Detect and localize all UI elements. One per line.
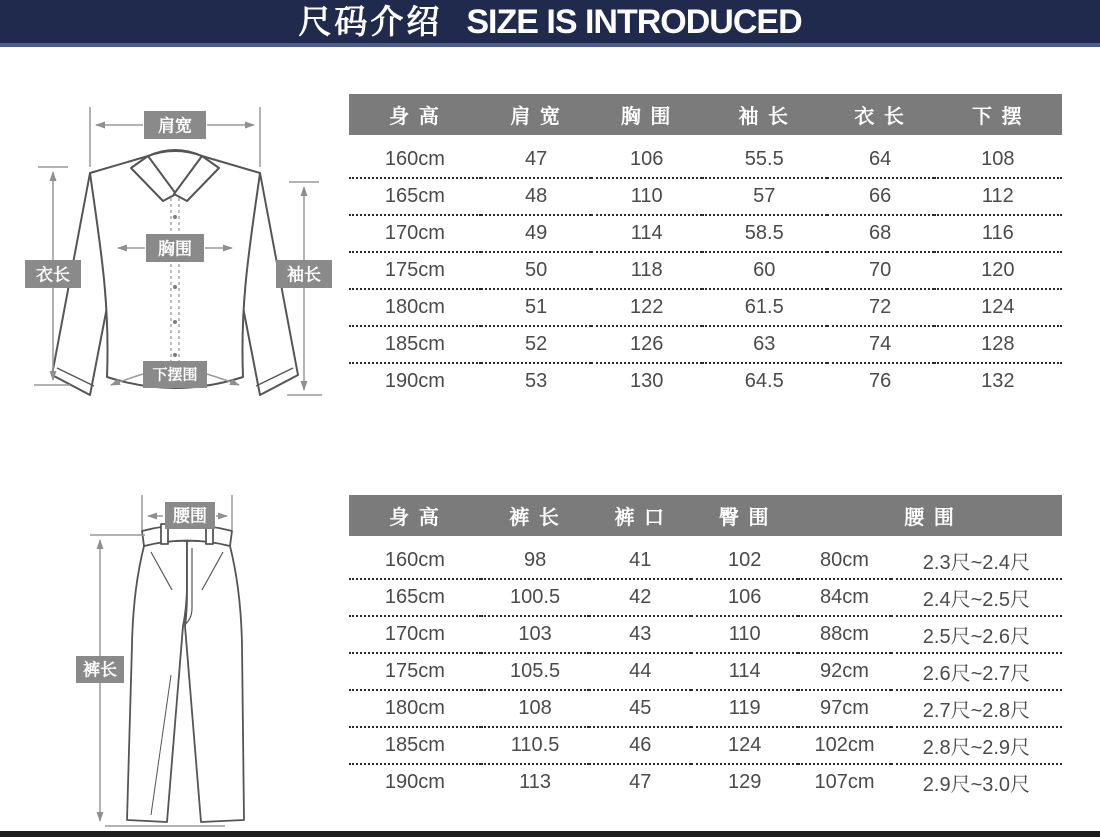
chest-label: 胸围 bbox=[158, 239, 192, 259]
table-cell: 170cm bbox=[349, 615, 481, 652]
table-cell: 119 bbox=[691, 689, 798, 726]
table-cell: 74 bbox=[827, 325, 934, 362]
table-cell: 124 bbox=[934, 288, 1062, 325]
table-cell: 100.5 bbox=[481, 578, 589, 615]
table-cell: 2.7尺~2.8尺 bbox=[891, 689, 1062, 726]
table-cell: 92cm bbox=[798, 652, 891, 689]
table-cell: 105.5 bbox=[481, 652, 589, 689]
table-cell: 108 bbox=[481, 689, 589, 726]
table-cell: 64 bbox=[869, 148, 892, 170]
table-cell: 118 bbox=[591, 251, 702, 288]
table-cell: 110 bbox=[591, 177, 702, 214]
table-row bbox=[349, 142, 1062, 177]
table-cell: 110.5 bbox=[481, 726, 589, 763]
table-cell: 53 bbox=[481, 362, 592, 399]
table-cell: 175cm bbox=[349, 251, 481, 288]
table-cell: 185cm bbox=[349, 325, 481, 362]
table-cell: 76 bbox=[827, 362, 934, 399]
table-cell: 48 bbox=[481, 177, 592, 214]
table-cell: 108 bbox=[981, 148, 1015, 170]
table-cell: 42 bbox=[589, 578, 691, 615]
shirt-table-header bbox=[349, 94, 1062, 142]
table-row bbox=[349, 177, 1062, 214]
table-row bbox=[349, 578, 1062, 615]
column-header: 袖 长 bbox=[702, 94, 827, 142]
table-cell: 180cm bbox=[349, 288, 481, 325]
table-cell: 51 bbox=[481, 288, 592, 325]
table-cell: 80cm bbox=[820, 549, 869, 571]
pants-left-leg bbox=[127, 541, 187, 822]
table-cell: 46 bbox=[589, 726, 691, 763]
shirt-measurement-diagram bbox=[10, 55, 340, 420]
column-header: 腰 围 bbox=[798, 495, 1062, 543]
table-cell: 70 bbox=[827, 251, 934, 288]
table-cell: 64.5 bbox=[702, 362, 827, 399]
column-header: 身 高 bbox=[349, 94, 481, 142]
table-cell: 84cm bbox=[798, 578, 891, 615]
shirt-body bbox=[90, 151, 260, 388]
table-cell: 129 bbox=[691, 763, 798, 800]
table-cell: 68 bbox=[827, 214, 934, 251]
table-cell: 160cm bbox=[384, 549, 445, 571]
table-cell: 63 bbox=[702, 325, 827, 362]
pants-size-table-grid bbox=[349, 495, 1062, 800]
shirt-size-table bbox=[349, 94, 1062, 399]
pants-table-header bbox=[349, 495, 1062, 543]
pants-size-table bbox=[349, 495, 1062, 800]
shirt-size-table-grid bbox=[349, 94, 1062, 399]
table-cell: 2.5尺~2.6尺 bbox=[891, 615, 1062, 652]
banner-title-english: SIZE IS INTRODUCED bbox=[466, 2, 802, 41]
table-cell: 66 bbox=[827, 177, 934, 214]
table-cell: 103 bbox=[481, 615, 589, 652]
table-cell: 2.9尺~3.0尺 bbox=[891, 763, 1062, 800]
table-cell: 190cm bbox=[349, 763, 481, 800]
table-cell: 165cm bbox=[349, 578, 481, 615]
waist-label: 腰围 bbox=[173, 506, 207, 526]
table-cell: 130 bbox=[591, 362, 702, 399]
table-cell: 110 bbox=[691, 615, 798, 652]
column-header: 裤 长 bbox=[481, 495, 589, 543]
table-cell: 2.8尺~2.9尺 bbox=[891, 726, 1062, 763]
shirt-header-row bbox=[349, 94, 1062, 142]
table-cell: 98 bbox=[523, 549, 547, 571]
table-row bbox=[349, 362, 1062, 399]
shoulder-width-label: 肩宽 bbox=[158, 116, 192, 136]
column-header: 身 高 bbox=[349, 495, 481, 543]
table-cell: 190cm bbox=[349, 362, 481, 399]
table-cell: 170cm bbox=[349, 214, 481, 251]
column-header: 裤 口 bbox=[589, 495, 691, 543]
table-cell: 180cm bbox=[349, 689, 481, 726]
table-cell: 97cm bbox=[798, 689, 891, 726]
pants-right-leg bbox=[185, 541, 244, 822]
table-cell: 165cm bbox=[349, 177, 481, 214]
table-cell: 52 bbox=[481, 325, 592, 362]
page-banner bbox=[0, 0, 1100, 43]
table-cell: 124 bbox=[691, 726, 798, 763]
table-cell: 44 bbox=[589, 652, 691, 689]
table-row bbox=[349, 543, 1062, 578]
table-row bbox=[349, 214, 1062, 251]
column-header: 下 摆 bbox=[934, 94, 1062, 142]
table-cell: 2.6尺~2.7尺 bbox=[891, 652, 1062, 689]
table-cell: 58.5 bbox=[702, 214, 827, 251]
column-header: 肩 宽 bbox=[481, 94, 592, 142]
table-cell: 47 bbox=[525, 148, 548, 170]
table-cell: 160cm bbox=[384, 148, 445, 170]
table-cell: 102 bbox=[728, 549, 762, 571]
table-row bbox=[349, 288, 1062, 325]
shirt-table-body bbox=[349, 142, 1062, 399]
table-row bbox=[349, 615, 1062, 652]
table-cell: 47 bbox=[589, 763, 691, 800]
table-cell: 122 bbox=[591, 288, 702, 325]
table-cell: 185cm bbox=[349, 726, 481, 763]
table-cell: 57 bbox=[702, 177, 827, 214]
banner-underline bbox=[0, 43, 1100, 47]
garment-length-label: 衣长 bbox=[36, 265, 70, 285]
hem-label: 下摆围 bbox=[152, 366, 198, 384]
table-cell: 55.5 bbox=[744, 148, 784, 170]
column-header: 胸 围 bbox=[591, 94, 702, 142]
pants-header-row bbox=[349, 495, 1062, 543]
table-cell: 112 bbox=[934, 177, 1062, 214]
table-row bbox=[349, 726, 1062, 763]
pants-table-body bbox=[349, 543, 1062, 800]
table-row bbox=[349, 652, 1062, 689]
pants-measurement-diagram bbox=[20, 440, 340, 835]
table-row bbox=[349, 325, 1062, 362]
table-cell: 88cm bbox=[798, 615, 891, 652]
column-header: 臀 围 bbox=[691, 495, 798, 543]
table-cell: 49 bbox=[481, 214, 592, 251]
banner-title-chinese: 尺码介绍 bbox=[298, 3, 443, 40]
column-header: 衣 长 bbox=[827, 94, 934, 142]
table-cell: 106 bbox=[629, 148, 664, 170]
table-cell: 114 bbox=[691, 652, 798, 689]
table-cell: 2.3尺~2.4尺 bbox=[922, 552, 1031, 574]
table-cell: 126 bbox=[591, 325, 702, 362]
sleeve-length-label: 袖长 bbox=[287, 265, 321, 285]
table-cell: 60 bbox=[702, 251, 827, 288]
table-cell: 72 bbox=[827, 288, 934, 325]
table-cell: 116 bbox=[934, 214, 1062, 251]
bottom-bar bbox=[0, 831, 1100, 837]
table-cell: 114 bbox=[591, 214, 702, 251]
table-cell: 102cm bbox=[798, 726, 891, 763]
shirt-line-drawing bbox=[10, 55, 340, 420]
table-cell: 120 bbox=[934, 251, 1062, 288]
table-row bbox=[349, 763, 1062, 800]
table-cell: 61.5 bbox=[702, 288, 827, 325]
shirt-outline bbox=[52, 150, 298, 395]
pants-outline bbox=[127, 524, 244, 822]
table-cell: 113 bbox=[481, 763, 589, 800]
table-cell: 50 bbox=[481, 251, 592, 288]
table-cell: 43 bbox=[589, 615, 691, 652]
pants-line-drawing bbox=[20, 440, 340, 835]
table-cell: 2.4尺~2.5尺 bbox=[891, 578, 1062, 615]
table-row bbox=[349, 251, 1062, 288]
table-row bbox=[349, 689, 1062, 726]
table-cell: 45 bbox=[589, 689, 691, 726]
pants-length-label: 裤长 bbox=[83, 660, 117, 680]
table-cell: 128 bbox=[934, 325, 1062, 362]
table-cell: 41 bbox=[629, 549, 652, 571]
table-cell: 132 bbox=[934, 362, 1062, 399]
table-cell: 106 bbox=[691, 578, 798, 615]
table-cell: 107cm bbox=[798, 763, 891, 800]
table-cell: 175cm bbox=[349, 652, 481, 689]
